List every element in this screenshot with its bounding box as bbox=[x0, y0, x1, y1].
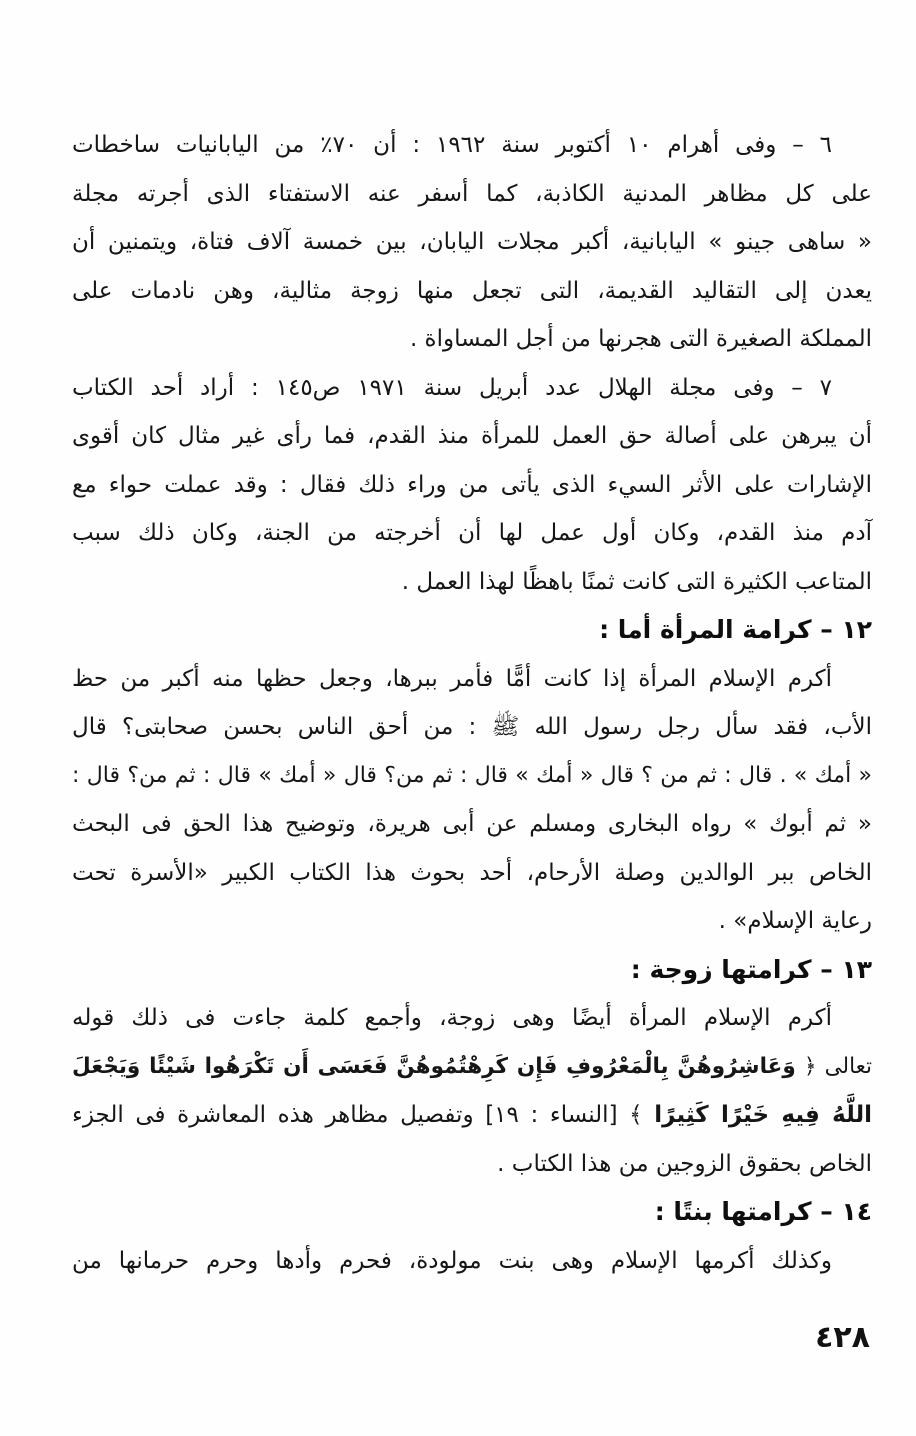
text-line bbox=[72, 1091, 872, 1140]
text-line: ٧ – وفى مجلة الهلال عدد أبريل سنة ١٩٧١ ص١٤٥ : أراد أحد الكتاب bbox=[72, 374, 832, 401]
text-line bbox=[72, 1043, 872, 1092]
quran-verse: اللَّهُ فِيهِ خَيْرًا كَثِيرًا bbox=[654, 1102, 873, 1128]
section-13 bbox=[72, 946, 872, 1189]
section-heading: ١٢ – كرامة المرأة أما : bbox=[599, 615, 872, 644]
line-text: ﴾ [النساء : ١٩] وتفصيل مظاهر هذه المعاشرة فى الجزء bbox=[72, 1102, 655, 1128]
text-line: المملكة الصغيرة التى هجرنها من أجل المساواة . bbox=[409, 326, 872, 352]
text-line: المتاعب الكثيرة التى كانت ثمنًا باهظًا لهذا العمل . bbox=[401, 568, 872, 595]
section-heading: ١٣ – كرامتها زوجة : bbox=[630, 954, 872, 984]
text-line: آدم منذ القدم، وكان أول عمل لها أن أخرجته من الجنة، وكان ذلك سبب bbox=[72, 520, 872, 546]
text-line: وكذلك أكرمها الإسلام وهى بنت مولودة، فحرم وأدها وحرم حرمانها من bbox=[72, 1247, 832, 1274]
paragraph-item-6 bbox=[72, 121, 872, 364]
text-line: أكرم الإسلام المرأة أيضًا وهى زوجة، وأجمع كلمة جاءت فى ذلك قوله bbox=[72, 1005, 832, 1031]
page-number: ٤٢٨ bbox=[815, 1320, 870, 1355]
text-line: الخاص ببر الوالدين وصلة الأرحام، أحد بحوث هذا الكتاب الكبير «الأسرة تحت bbox=[72, 859, 872, 886]
line-text: تعالى ﴿ bbox=[795, 1053, 872, 1079]
text-line: الأب، فقد سأل رجل رسول الله ﷺ : من أحق الناس بحسن صحابتى؟ قال bbox=[72, 714, 872, 740]
section-14 bbox=[72, 1188, 872, 1285]
text-block bbox=[72, 121, 872, 1285]
text-line: على كل مظاهر المدنية الكاذبة، كما أسفر عنه الاستفتاء الذى أجرته مجلة bbox=[72, 180, 872, 207]
text-line: رعاية الإسلام» . bbox=[718, 908, 872, 934]
paragraph-item-7 bbox=[72, 364, 872, 607]
section-12 bbox=[72, 606, 872, 946]
text-line: « ثم أبوك » رواه البخارى ومسلم عن أبى هريرة، وتوضيح هذا الحق فى البحث bbox=[72, 811, 872, 837]
text-line: الخاص بحقوق الزوجين من هذا الكتاب . bbox=[497, 1150, 872, 1177]
text-line: يعدن إلى التقاليد القديمة، التى تجعل منها زوجة مثالية، وهن نادمات على bbox=[72, 277, 872, 304]
text-line: ٦ – وفى أهرام ١٠ أكتوبر سنة ١٩٦٢ : أن ٧٠٪ من اليابانيات ساخطات bbox=[72, 132, 832, 158]
text-line: « ساهى جينو » اليابانية، أكبر مجلات اليابان، بين خمسة آلاف فتاة، ويتمنين أن bbox=[72, 229, 872, 255]
quran-verse: وَعَاشِرُوهُنَّ بِالْمَعْرُوفِ فَإِن كَرِهْتُمُوهُنَّ فَعَسَى أَن تَكْرَهُوا شَيْئًا وَيَجْعَلَ bbox=[72, 1053, 796, 1079]
section-heading: ١٤ – كرامتها بنتًا : bbox=[654, 1197, 872, 1226]
text-line: « أمك » . قال : ثم من ؟ قال « أمك » قال : ثم من؟ قال « أمك » قال : ثم من؟ قال : bbox=[72, 762, 872, 788]
text-line: أن يبرهن على أصالة حق العمل للمرأة منذ القدم، فما رأى غير مثال كان أقوى bbox=[72, 423, 872, 449]
text-line: أكرم الإسلام المرأة إذا كانت أمًّا فأمر ببرها، وجعل حظها منه أكبر من حظ bbox=[72, 665, 832, 692]
text-line: الإشارات على الأثر السيء الذى يأتى من وراء ذلك فقال : وقد عملت حواء مع bbox=[72, 471, 872, 498]
